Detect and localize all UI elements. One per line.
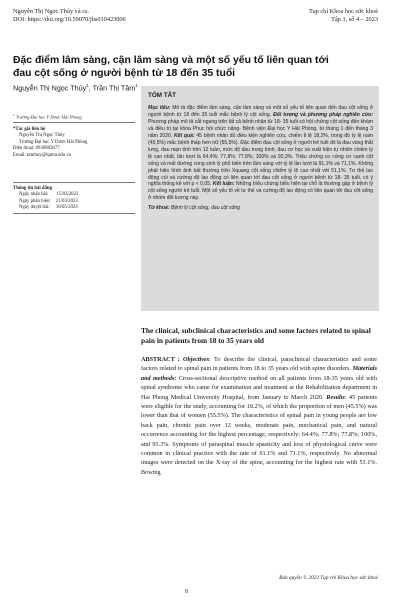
correspondence-institution: Trường Đại học Y Dược Hải Phòng — [19, 139, 88, 145]
affiliation-sup: 1 — [13, 113, 15, 117]
accepted-date: 16/05/2023 — [55, 205, 78, 211]
summary-heading: TÓM TẮT — [148, 92, 176, 99]
en-objectives-text: : To describe the clinical, paraclinical characteristics and some factors related to spinal pain in patients from 18 to 35 years old with spine disorders. — [141, 356, 377, 373]
en-objectives-label: Objectives — [183, 356, 210, 363]
english-abstract — [141, 355, 377, 477]
divider — [13, 122, 135, 123]
conclusion-text: Những triệu chứng biểu hiện tại chỗ là thường gặp ở bệnh lý cột sống người trẻ tuổi. Một số yếu tố về tư thế và cường độ lao động có liên quan tới đau cột sống ở nhóm đối tượng này. — [148, 181, 373, 202]
author-list — [13, 83, 138, 92]
running-author: Nguyễn Thị Ngọc Thúy và cs. — [13, 8, 90, 15]
journal-name: Tạp chí Khoa học sức khoẻ — [309, 8, 378, 15]
received-label: Ngày nhận bài: — [19, 192, 49, 198]
received-date: 15/03/2023 — [56, 192, 79, 198]
en-methods-text: Cross-sectional descriptive method on all patients from 18-35 years old with spinal syndrome who came for examination and treatment at the Rehabilitation department in Hai Phong Medical University Hospital, from January to March 2020. — [141, 374, 377, 401]
correspondence-block — [13, 127, 138, 159]
doi-link[interactable]: DOI: https://doi.org/10.59070/jhs010423006 — [13, 16, 126, 23]
results-text: 45 bệnh nhân đủ điều kiện nghiên cứu, chiếm tỉ lệ 18,2%, trong đó tỷ lệ nam (45,5%) mắc bệnh thấp hơn nữ (55,5%). Đặc điểm đau cột sống ở người trẻ tuổi đó là đau vùng thắt lưng, đau mạn tính trên 12 tuần, mức độ đau trung bình, đau cơ học và xuất hiện tự nhiên chiếm tỷ lệ cao nhất, lần lượt là 64,4%; 77,8%; 77,8%; 100% và 93,3%. Triệu chứng co cứng cơ cạnh cột sống và mất đường cong sinh lý phổ biến trên lâm sàng với tỷ lệ lần lượt là 91,1% và 71,1%. Không phát hiện hình ảnh bất thường trên Xquang cột sống chiếm tỷ lệ cao nhất với 51,1%. Tư thế lao động cúi và cường độ lao động có liên quan tới đau cột sống ở người bệnh từ 18- 35 tuổi, có ý nghĩa thống kê với p < 0,05. — [148, 132, 373, 188]
objective-label: Mục tiêu: — [148, 105, 171, 111]
summary-box — [141, 86, 379, 311]
english-title: The clinical, subclinical characteristics and some factors related to spinal pain in patients from 18 to 35 years old — [141, 326, 371, 345]
methods-text: Phương pháp mô tả cắt ngang trên tất cả bệnh nhân từ 18- 35 tuổi có hội chứng cột sống đến khám và điều trị tại khoa Phục hồi chức năng- Bệnh viện Đại học Y Hải Phòng, từ tháng 1 đến tháng 3 năm 2020. — [148, 118, 373, 139]
en-results-text: : 45 patients were eligible for the study, accounting for 18.2%, of which the proportion of men (45.5%) was lower than that of women (55.5%). The characteristics of spinal pain in young people are low back pain, chronic pain over 12 weeks, moderate pain, mechanical pain, and natural occurrence accounting for the highest percentage, respectively: 64.4%; 77.8%; 77.8%; 100%, and 93.3%. Symptoms of paraspinal muscle spasticity and loss of physiological curve were common in clinical practice with the rate of 91.1% and 71.1%, respectively. No abnormal images were detected on the X-ray of the spine, accounting for the highest rate with 51.1%. Bowing — [141, 393, 378, 476]
article-title: Đặc điểm lâm sàng, cận lâm sàng và một số yếu tố liên quan tới đau cột sống ở người bệnh từ 18 đến 35 tuổi — [13, 55, 329, 79]
divider — [13, 213, 135, 214]
en-methods-label: Materials and methods: — [141, 365, 377, 382]
author-primary: Nguyễn Thị Ngọc Thúy — [13, 83, 87, 93]
objective-text: Mô tả đặc điểm lâm sàng, cận lâm sàng và một số yếu tố liên quan đến đau cột sống ở người bệnh từ 18 đến 35 tuổi mắc bệnh lý cột sống. — [148, 105, 374, 118]
keywords-label: Từ khoá: — [148, 205, 170, 212]
abstract-label: ABSTRACT : — [141, 356, 184, 363]
en-results-label: Results — [326, 393, 345, 401]
reviewed-label: Ngày phản biện: — [19, 198, 51, 204]
summary-body — [148, 105, 373, 202]
correspondence-phone: Điện thoại: 0936883877 — [13, 146, 60, 152]
author-secondary: , Trần Thị Tâm — [88, 83, 136, 93]
affiliation-text: Trường Đại học Y Dược Hải Phòng — [15, 114, 82, 120]
copyright-footer: Bản quyền © 2023 Tạp chí Khoa học sức khoẻ — [279, 575, 378, 581]
conclusion-label: Kết luận: — [212, 181, 235, 188]
divider — [13, 182, 135, 183]
affiliation — [13, 113, 82, 120]
journal-volume: Tập 1, số 4 – 2023 — [331, 16, 378, 23]
keywords-text: Bệnh lý cột sống, đau cột sống — [169, 205, 240, 212]
author-sup-2: 1 — [135, 83, 138, 88]
accepted-date-row — [13, 205, 138, 211]
correspondence-label: *Tác giả liên hệ — [13, 127, 46, 132]
correspondence-email[interactable]: Email: ntnthuy@hpmu.edu.vn — [13, 152, 72, 158]
reviewed-date: 21/03/2023 — [55, 198, 78, 204]
article-info-label: Thông tin bài đăng — [13, 186, 53, 191]
results-label: Kết quả: — [174, 132, 195, 139]
keywords — [148, 205, 373, 212]
page-number: 8 — [185, 589, 188, 595]
accepted-label: Ngày duyệt bài: — [19, 205, 50, 211]
methods-label: Đối tượng và phương pháp nghiên cứu: — [273, 111, 374, 118]
article-info-block — [13, 186, 138, 212]
author-sup: 1 — [86, 83, 89, 88]
correspondence-name: Nguyễn Thị Ngọc Thúy — [19, 133, 65, 139]
